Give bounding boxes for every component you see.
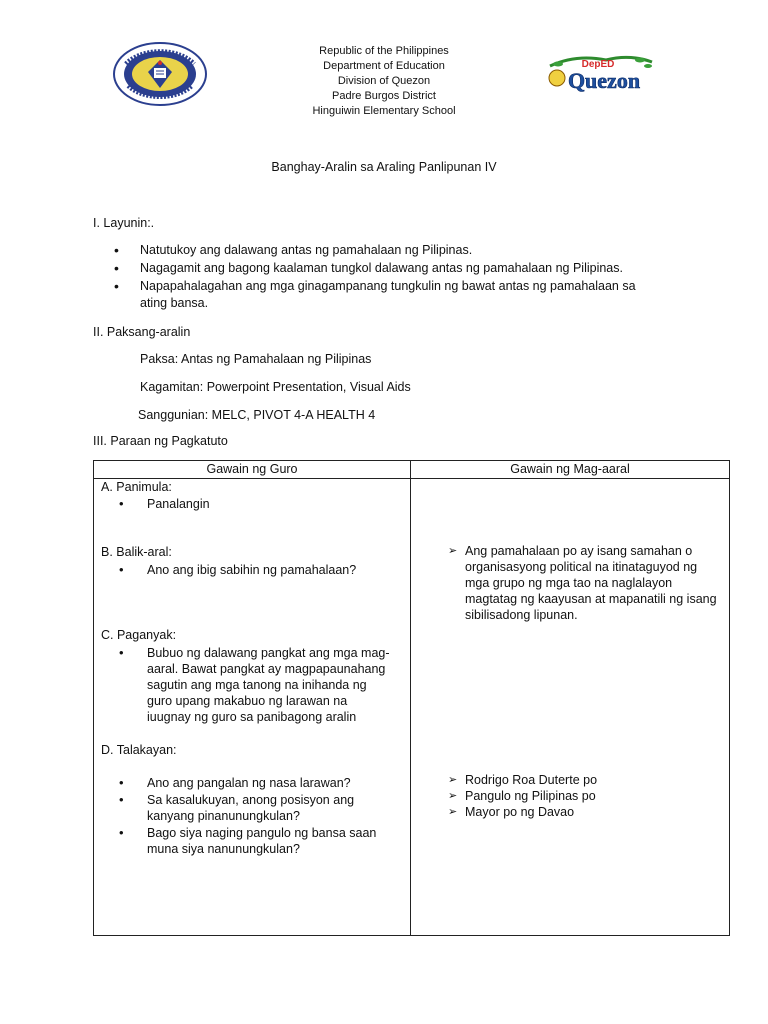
sanggunian-line: Sanggunian: MELC, PIVOT 4-A HEALTH 4 [138,408,376,422]
teacher-activities-cell [94,479,410,935]
header-line-5: Hinguiwin Elementary School [312,105,456,117]
teacher-column-header: Gawain ng Guro [94,461,411,479]
list-item: ➢ Pangulo ng Pilipinas po [448,788,708,804]
list-item: ➢ Ang pamahalaan po ay isang samahan o organisasyong political na itinataguyod ng mga grupo ng mga tao na naglalayon magtatag ng kaayusan at mapanatili ng isang sibilisadong lipunan. [448,543,723,623]
paganyak-label: C. Paganyak: [101,628,177,642]
student-activities-cell [411,479,729,935]
lesson-plan-table [93,460,730,936]
talakayan-label: D. Talakayan: [101,743,177,757]
list-item: • Ano ang pangalan ng nasa larawan? [119,775,379,791]
list-item: • Panalangin [119,496,389,512]
list-item: • Sa kasalukuyan, anong posisyon ang kanyang pinanunungkulan? [119,792,379,824]
logo-text: Quezon [567,68,641,93]
talakayan-list [119,775,379,858]
section-2-heading: II. Paksang-aralin [93,325,191,339]
list-item: • Ano ang ibig sabihin ng pamahalaan? [119,562,389,578]
paganyak-list [119,645,391,726]
kagamitan-line: Kagamitan: Powerpoint Presentation, Visual Aids [140,380,411,394]
section-3-heading: III. Paraan ng Pagkatuto [93,434,228,448]
header-line-3: Division of Quezon [337,75,431,87]
logo-sub-text: DepED [581,59,615,70]
objective-item: • Natutukoy ang dalawang antas ng pamahalaan ng Pilipinas. [113,242,673,259]
student-talakayan-list [448,772,708,820]
list-item: ➢ Rodrigo Roa Duterte po [448,772,708,788]
deped-quezon-logo [546,52,656,98]
document-title: Banghay-Aralin sa Araling Panlipunan IV [271,160,497,174]
list-item: • Bago siya naging pangulo ng bansa saan muna siya nanunungkulan? [119,825,379,857]
balik-aral-label: B. Balik-aral: [101,545,172,559]
list-item: ➢ Mayor po ng Davao [448,804,708,820]
objectives-list [113,242,673,313]
objective-item: • Napapahalagahan ang mga ginagampanang tungkulin ng bawat antas ng pamahalaan sa ating bansa. [113,278,645,312]
header-line-1: Republic of the Philippines [319,45,449,57]
balik-aral-list [119,562,389,579]
student-column-header: Gawain ng Mag-aaral [411,461,730,479]
student-balik-aral-list [448,543,723,623]
header-line-2: Department of Education [323,60,445,72]
list-item: • Bubuo ng dalawang pangkat ang mga mag-aaral. Bawat pangkat ay magpapaunahang sagutin ang mga tanong na inihanda ng guro upang makabuo ng larawan na iuugnay ng guro sa panibagong aralin [119,645,391,725]
panimula-list [119,496,389,513]
header-line-4: Padre Burgos District [332,90,436,102]
paksa-line: Paksa: Antas ng Pamahalaan ng Pilipinas [140,352,372,366]
objective-item: • Nagagamit ang bagong kaalaman tungkol dalawang antas ng pamahalaan ng Pilipinas. [113,260,673,277]
section-1-heading: I. Layunin:. [93,216,155,230]
panimula-label: A. Panimula: [101,480,172,494]
